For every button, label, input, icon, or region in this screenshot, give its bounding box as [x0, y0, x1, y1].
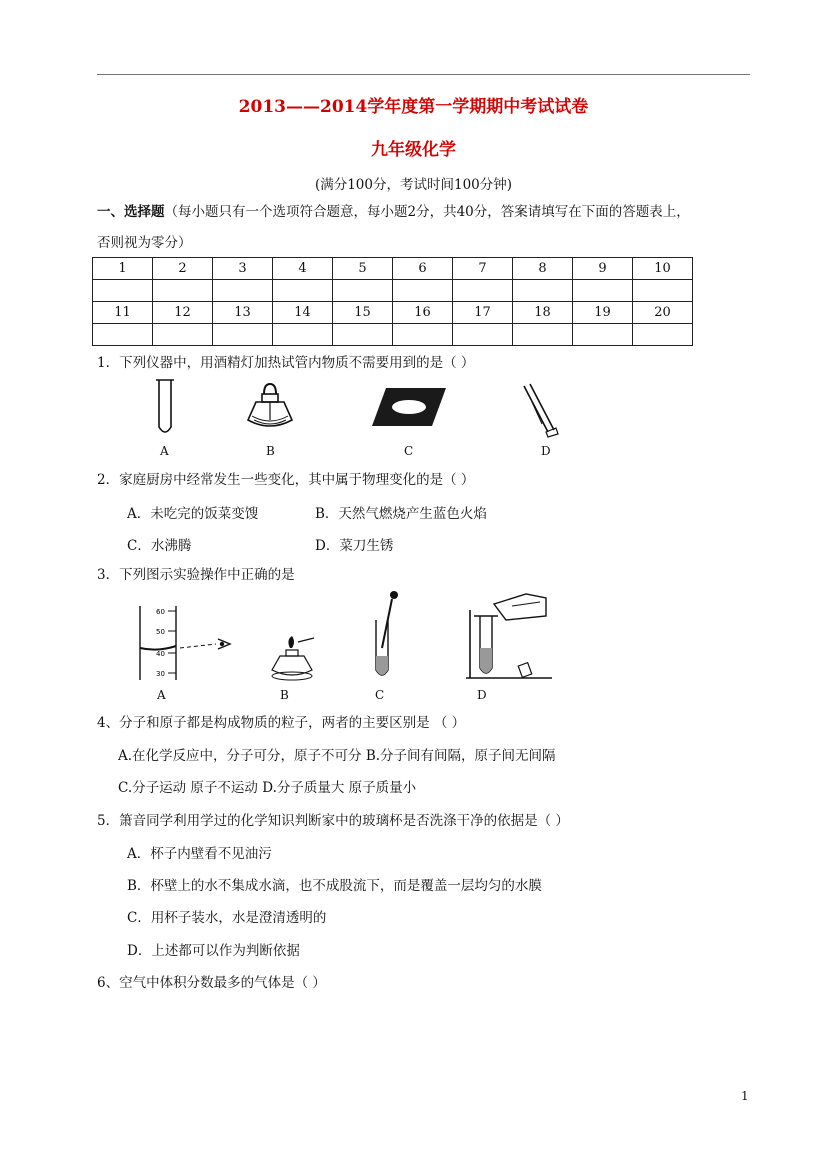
q2-option-b: B．天然气燃烧产生蓝色火焰 — [315, 506, 487, 522]
answer-cell[interactable] — [273, 280, 333, 302]
q2-option-c: C．水沸腾 — [127, 538, 192, 554]
test-tube-figure — [150, 377, 180, 439]
top-rule — [97, 74, 750, 75]
exam-subtitle: 九年级化学 — [371, 140, 456, 160]
q3-label-b: B — [280, 688, 289, 702]
table-cell: 2 — [153, 258, 213, 280]
q2-option-d: D．菜刀生锈 — [315, 538, 394, 554]
answer-cell[interactable] — [333, 280, 393, 302]
table-cell: 19 — [573, 302, 633, 324]
answer-cell[interactable] — [213, 280, 273, 302]
answer-cell[interactable] — [573, 324, 633, 346]
table-cell: 3 — [213, 258, 273, 280]
answer-cell[interactable] — [513, 324, 573, 346]
q5-stem: 5．箫音同学利用学过的化学知识判断家中的玻璃杯是否洗涤干净的依据是（ ） — [97, 813, 569, 829]
lamp-lighting-figure — [268, 636, 318, 686]
answer-row — [93, 280, 693, 302]
table-cell: 16 — [393, 302, 453, 324]
section-instruction-1: （每小题只有一个选项符合题意，每小题2分，共40分，答案请填写在下面的答题表上， — [164, 204, 690, 220]
section-heading-line — [97, 200, 690, 220]
answer-cell[interactable] — [153, 324, 213, 346]
table-cell: 5 — [333, 258, 393, 280]
asbestos-gauze-figure — [370, 386, 448, 428]
q1-stem: 1．下列仪器中，用酒精灯加热试管内物质不需要用到的是（ ） — [97, 355, 475, 371]
table-cell: 20 — [633, 302, 693, 324]
q4-options-ab: A.在化学反应中，分子可分，原子不可分 B.分子间有间隔，原子间无间隔 — [118, 748, 556, 764]
table-cell: 15 — [333, 302, 393, 324]
table-cell: 1 — [93, 258, 153, 280]
q6-stem: 6、空气中体积分数最多的气体是（ ） — [97, 975, 326, 991]
answer-table — [92, 257, 693, 346]
page-number: 1 — [741, 1089, 749, 1103]
answer-cell[interactable] — [213, 324, 273, 346]
q3-label-d: D — [477, 688, 487, 702]
answer-cell[interactable] — [393, 280, 453, 302]
table-cell: 4 — [273, 258, 333, 280]
answer-cell[interactable] — [453, 280, 513, 302]
answer-cell[interactable] — [633, 324, 693, 346]
table-cell: 9 — [573, 258, 633, 280]
answer-cell[interactable] — [153, 280, 213, 302]
table-cell: 17 — [453, 302, 513, 324]
table-row — [93, 258, 693, 280]
table-cell: 7 — [453, 258, 513, 280]
pouring-liquid-figure — [466, 590, 556, 686]
q5-option-c: C．用杯子装水，水是澄清透明的 — [127, 910, 327, 926]
answer-cell[interactable] — [333, 324, 393, 346]
q3-label-c: C — [375, 688, 385, 702]
table-cell: 18 — [513, 302, 573, 324]
answer-cell[interactable] — [393, 324, 453, 346]
exam-title: 2013——2014学年度第一学期期中考试试卷 — [238, 97, 589, 117]
q1-label-b: B — [266, 444, 275, 458]
table-cell: 6 — [393, 258, 453, 280]
answer-cell[interactable] — [93, 324, 153, 346]
q1-label-d: D — [541, 444, 551, 458]
q4-options-cd: C.分子运动 原子不运动 D.分子质量大 原子质量小 — [118, 780, 417, 796]
table-cell: 10 — [633, 258, 693, 280]
q4-stem: 4、分子和原子都是构成物质的粒子，两者的主要区别是 （ ） — [97, 715, 466, 731]
table-cell: 11 — [93, 302, 153, 324]
test-tube-holder-figure — [518, 382, 562, 438]
tick-label: 30 — [156, 670, 165, 678]
graduated-cylinder-figure — [134, 606, 238, 682]
section-instruction-2: 否则视为零分） — [97, 235, 192, 251]
table-cell: 8 — [513, 258, 573, 280]
q2-stem: 2．家庭厨房中经常发生一些变化，其中属于物理变化的是（ ） — [97, 472, 475, 488]
dropper-test-tube-figure — [370, 590, 410, 682]
tick-label: 50 — [156, 628, 165, 636]
q5-option-d: D．上述都可以作为判断依据 — [127, 943, 300, 959]
tick-label: 40 — [156, 650, 165, 658]
q3-stem: 3．下列图示实验操作中正确的是 — [97, 567, 295, 583]
q2-option-a: A．未吃完的饭菜变馊 — [127, 506, 259, 522]
alcohol-lamp-figure — [244, 380, 296, 435]
answer-cell[interactable] — [93, 280, 153, 302]
q1-label-a: A — [160, 444, 169, 458]
answer-cell[interactable] — [273, 324, 333, 346]
q5-option-b: B．杯壁上的水不集成水滴，也不成股流下，而是覆盖一层均匀的水膜 — [127, 878, 542, 894]
q5-option-a: A．杯子内壁看不见油污 — [127, 846, 272, 862]
table-row — [93, 302, 693, 324]
tick-label: 60 — [156, 608, 165, 616]
table-cell: 14 — [273, 302, 333, 324]
answer-cell[interactable] — [513, 280, 573, 302]
q1-label-c: C — [404, 444, 414, 458]
table-cell: 13 — [213, 302, 273, 324]
answer-cell[interactable] — [453, 324, 513, 346]
table-cell: 12 — [153, 302, 213, 324]
answer-cell[interactable] — [633, 280, 693, 302]
section-heading: 一、选择题 — [97, 204, 165, 220]
exam-info: (满分100分，考试时间100分钟) — [314, 177, 513, 193]
answer-cell[interactable] — [573, 280, 633, 302]
q3-label-a: A — [157, 688, 166, 702]
answer-row — [93, 324, 693, 346]
